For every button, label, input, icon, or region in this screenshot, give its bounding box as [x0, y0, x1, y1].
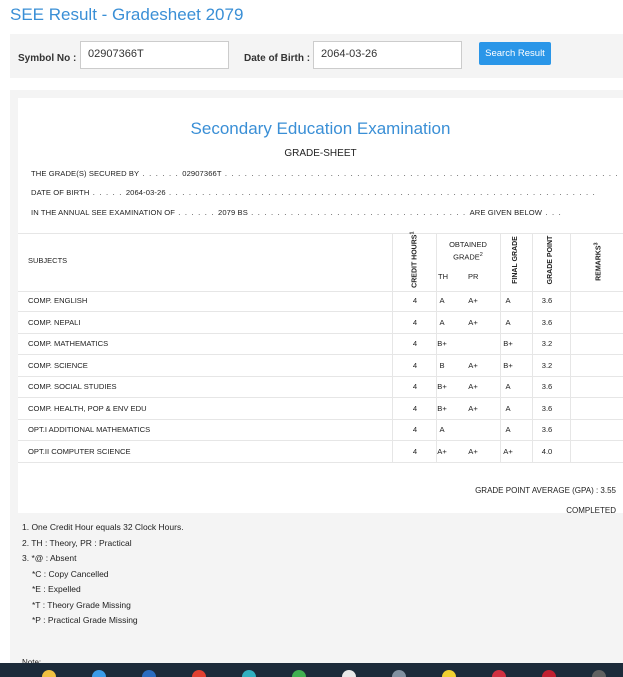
credit-hours: 4: [412, 317, 418, 327]
grade-point: 3.2: [541, 339, 553, 348]
row-divider: [18, 419, 623, 420]
credit-hours: 4: [412, 296, 418, 305]
footnote-item: *C : Copy Cancelled: [32, 568, 109, 579]
result-status: COMPLETED: [566, 506, 616, 515]
taskbar-app-icon[interactable]: [392, 670, 406, 677]
grade-point: 3.6: [541, 296, 553, 305]
gradesheet-card: [18, 98, 623, 513]
remarks-header: REMARKS$^3$: [593, 242, 603, 281]
final-grade: A: [505, 317, 511, 327]
subject-name: COMP. ENGLISH: [28, 296, 88, 305]
taskbar-app-icon[interactable]: [242, 670, 256, 677]
symbol-label: Symbol No :: [18, 53, 77, 64]
secured-by-line: THE GRADE(S) SECURED BY . . . . . . 02907366T . . . . . . . . . . . . . . . . . . . . . . . . . . . . . . . . . . . . . . . . . . . . . . . . . . . . . . . . . . . .: [31, 169, 619, 178]
footnote-item: 2. TH : Theory, PR : Practical: [22, 537, 132, 548]
grade-point: 3.6: [541, 382, 553, 391]
final-grade: A: [505, 296, 511, 305]
secured-by-value: 02907366T: [182, 169, 222, 178]
final-grade-header: FINAL GRADE: [512, 236, 519, 284]
taskbar-app-icon[interactable]: [542, 670, 556, 677]
footnote-item: 3. *@ : Absent: [22, 553, 77, 563]
final-grade: B+: [503, 360, 513, 370]
taskbar-app-icon[interactable]: [142, 670, 156, 677]
theory-grade: B+: [437, 339, 447, 348]
search-result-button[interactable]: Search Result: [479, 42, 551, 65]
theory-grade: A: [439, 317, 445, 327]
subject-name: COMP. SOCIAL STUDIES: [28, 382, 117, 391]
theory-grade: B+: [437, 382, 447, 391]
credit-hours: 4: [412, 403, 418, 413]
taskbar-app-icon[interactable]: [492, 670, 506, 677]
footnote-item: 1. One Credit Hour equals 32 Clock Hours.: [22, 522, 184, 532]
page-title: SEE Result - Gradesheet 2079: [10, 5, 244, 24]
taskbar-app-icon[interactable]: [342, 670, 356, 677]
row-divider: [18, 354, 623, 355]
theory-grade: A: [439, 296, 445, 305]
exam-year-value: 2079 BS: [218, 208, 248, 217]
row-divider: [18, 462, 623, 463]
subject-name: COMP. NEPALI: [28, 317, 81, 327]
theory-grade: A: [439, 425, 445, 434]
subject-name: COMP. HEALTH, POP & ENV EDU: [28, 403, 147, 413]
final-grade: A+: [503, 446, 513, 456]
theory-grade: A+: [437, 446, 447, 456]
gpa-value: GRADE POINT AVERAGE (GPA) : 3.55: [475, 486, 616, 495]
final-grade: B+: [503, 339, 513, 348]
exam-year-line: IN THE ANNUAL SEE EXAMINATION OF . . . . . . 2079 BS . . . . . . . . . . . . . . . . . . . . . . . . . . . . . . . . . ARE GIVEN BELOW . . .: [31, 208, 562, 217]
credit-hours: 4: [412, 425, 418, 434]
date-of-birth-input[interactable]: 2064-03-26: [313, 41, 462, 69]
row-divider: [18, 333, 623, 334]
pr-header: PR: [468, 272, 479, 281]
taskbar-app-icon[interactable]: [42, 670, 56, 677]
row-divider: [18, 440, 623, 441]
final-grade: A: [505, 403, 511, 413]
grade-point: 3.2: [541, 360, 553, 370]
theory-grade: B+: [437, 403, 447, 413]
credit-hours: 4: [412, 382, 418, 391]
symbol-number-input[interactable]: 02907366T: [80, 41, 229, 69]
credit-hours-header: CREDIT HOURS$^1$: [409, 231, 419, 288]
final-grade: A: [505, 425, 511, 434]
footnotes: [22, 520, 184, 629]
subject-name: OPT.II COMPUTER SCIENCE: [28, 446, 131, 456]
taskbar-app-icon[interactable]: [442, 670, 456, 677]
practical-grade: A+: [468, 382, 478, 391]
practical-grade: A+: [468, 296, 478, 305]
exam-title: Secondary Education Examination: [190, 119, 451, 138]
subject-name: COMP. MATHEMATICS: [28, 339, 109, 348]
credit-hours: 4: [412, 339, 418, 348]
dob-line: DATE OF BIRTH . . . . . 2064-03-26 . . . . . . . . . . . . . . . . . . . . . . . . . . . . . . . . . . . . . . . . . . . . . . . . . . . . . . . . . . . . . . . . .: [31, 188, 596, 197]
footnote-item: *E : Expelled: [32, 584, 81, 594]
dob-line-value: 2064-03-26: [125, 188, 166, 197]
gradesheet-title: GRADE-SHEET: [284, 148, 357, 159]
subject-name: OPT.I ADDITIONAL MATHEMATICS: [28, 425, 151, 434]
taskbar-app-icon[interactable]: [92, 670, 106, 677]
credit-hours: 4: [412, 360, 418, 370]
col-divider: [570, 233, 571, 463]
practical-grade: A+: [468, 360, 478, 370]
row-divider: [18, 397, 623, 398]
dob-label: Date of Birth :: [244, 53, 311, 64]
grade-point: 3.6: [541, 317, 553, 327]
row-divider: [18, 376, 623, 377]
footnote-item: *P : Practical Grade Missing: [32, 615, 138, 625]
grade-point: 3.6: [541, 425, 553, 434]
practical-grade: A+: [468, 446, 478, 456]
grade-point: 3.6: [541, 403, 553, 413]
taskbar-app-icon[interactable]: [592, 670, 606, 677]
search-bar: [10, 34, 623, 78]
taskbar-app-icon[interactable]: [292, 670, 306, 677]
row-divider: [18, 311, 623, 312]
taskbar-app-icon[interactable]: [192, 670, 206, 677]
col-divider: [392, 233, 393, 463]
grade-point-header: GRADE POINT: [547, 235, 554, 285]
th-header: TH: [438, 272, 448, 281]
theory-grade: B: [439, 360, 445, 370]
credit-hours: 4: [412, 446, 418, 456]
practical-grade: A+: [468, 317, 478, 327]
final-grade: A: [505, 382, 511, 391]
obtained-grade-header: OBTAINED GRADE$^2$: [449, 240, 487, 262]
grade-point: 4.0: [541, 446, 553, 456]
subject-name: COMP. SCIENCE: [28, 360, 88, 370]
subjects-header: SUBJECTS: [28, 256, 68, 265]
footnote-item: *T : Theory Grade Missing: [32, 599, 131, 610]
taskbar: [0, 663, 623, 677]
practical-grade: A+: [468, 403, 478, 413]
gradesheet-panel: [10, 90, 623, 670]
